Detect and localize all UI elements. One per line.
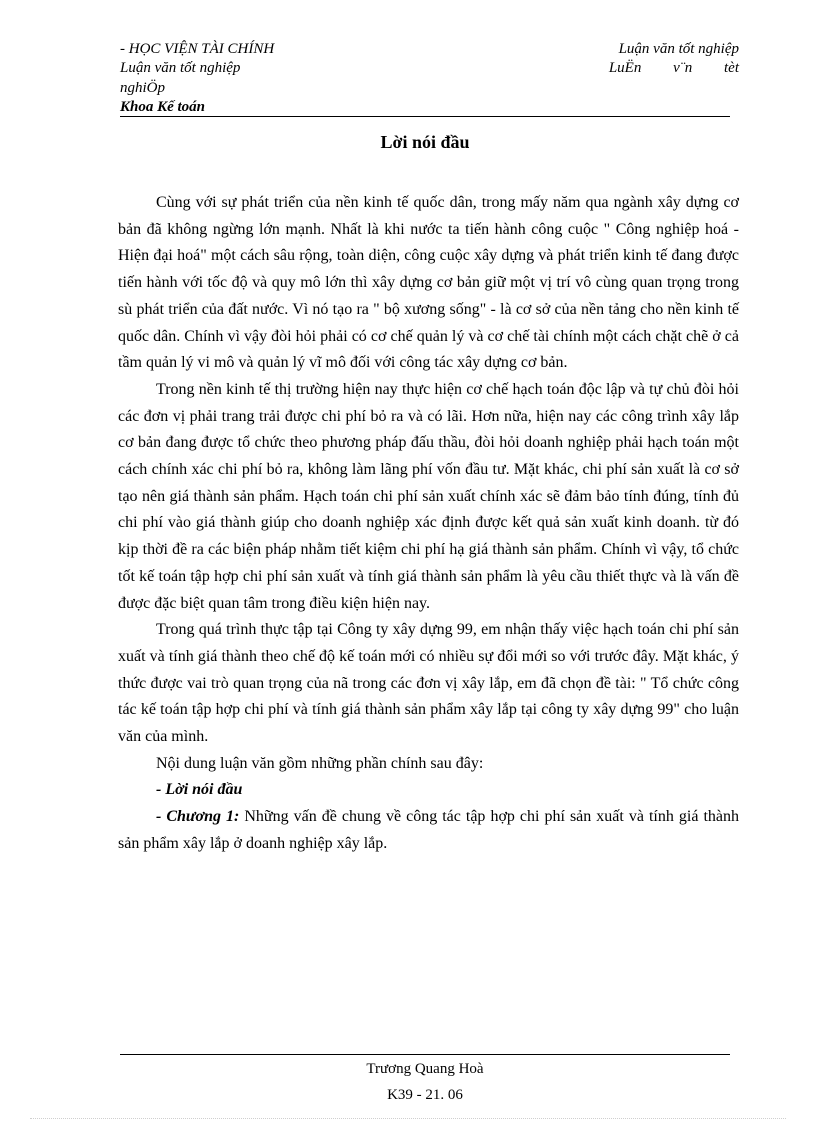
header-thesis-title: Luận văn tốt nghiệp — [618, 41, 739, 57]
chapter-1-text: Những vấn đề chung về công tác tập hợp chi phí sản xuất và tính giá thành sản phẩm xây lắp ở doanh nghiệp xây lắp. — [118, 808, 740, 852]
document-body — [118, 190, 739, 858]
footer-author: Trương Quang Hoà — [366, 1061, 484, 1077]
chapter-1-label: - Chương 1: — [156, 808, 240, 826]
page-title: Lời nói đầu — [380, 132, 470, 152]
header-thesis-title-left: Luận văn tốt nghiệp — [120, 60, 241, 76]
page-edge-dotted-line — [30, 1118, 786, 1119]
header-rule — [120, 116, 730, 117]
paragraph-2: Trong nền kinh tế thị trường hiện nay thực hiện cơ chế hạch toán độc lập và tự chủ đòi hỏi các đơn vị phải trang trải được chi phí bỏ ra và có lãi. Hơn nữa, hiện nay các công trình xây lắp cơ bản đang được tổ chức theo phương pháp đấu thầu, đòi hỏi doanh nghiệp phải hạch toán một cách chính xác chi phí bỏ ra, không làm lãng phí vốn đầu tư. Mặt khác, chi phí sản xuất là cơ sở tạo nên giá thành sản phẩm. Hạch toán chi phí sản xuất chính xác sẽ đảm bảo tính đúng, tính đủ chi phí vào giá thành giúp cho doanh nghiệp xác định được kết quả sản xuất kinh doanh. từ đó kịp thời đề ra các biện pháp nhằm tiết kiệm chi phí hạ giá thành sản phẩm. Chính vì vậy, tổ chức tốt kế toán tập hợp chi phí sản xuất và tính giá thành sản phẩm là yêu cầu thiết thực và là vấn đề được đặc biệt quan tâm trong điều kiện hiện nay. — [118, 380, 739, 612]
header-school: - HỌC VIỆN TÀI CHÍNH — [120, 41, 275, 57]
paragraph-3: Trong quá trình thực tập tại Công ty xây dựng 99, em nhận thấy việc hạch toán chi phí sản xuất và tính giá thành theo chế độ kế toán mới có nhiều sự đổi mới so với trước đây. Mặt khác, ý thức được vai trò quan trọng của nã trong các đơn vị xây lắp, em đã chọn đề tài: " Tổ chức công tác kế toán tập hợp chi phí và tính giá thành sản phẩm xây lắp tại công ty xây dựng 99" cho luận văn của mình. — [118, 621, 739, 746]
outline-item-chapter-1 — [118, 804, 739, 857]
header-garbled-word: nghiÖp — [120, 80, 165, 96]
header-department: Khoa Kế toán — [120, 99, 206, 115]
header-garbled-title: LuËn v¨n tèt — [608, 60, 739, 76]
footer-class: K39 - 21. 06 — [387, 1087, 463, 1103]
paragraph-1: Cùng với sự phát triển của nền kinh tế quốc dân, trong mấy năm qua ngành xây dựng cơ bản đã không ngừng lớn mạnh. Nhất là khi nước ta tiến hành công cuộc " Công nghiệp hoá - Hiện đại hoá" một cách sâu rộng, toàn diện, công cuộc xây dựng và phát triển kinh tế đang được tiến hành với tốc độ và quy mô lớn thì xây dựng cơ bản giữ một vị trí vô cùng quan trọng trong sù phát triển của đất nước. Vì nó tạo ra " bộ xương sống" - là cơ sở của nền tảng cho nền kinh tế quốc dân. Chính vì vậy đòi hỏi phải có cơ chế quản lý và cơ chế tài chính một cách chặt chẽ ở cả tầm quản lý vi mô và quản lý vĩ mô đối với công tác xây dựng cơ bản. — [118, 194, 739, 372]
outline-item-intro — [118, 777, 739, 804]
paragraph-4: Nội dung luận văn gồm những phần chính sau đây: — [156, 754, 484, 772]
outline-intro-label: - Lời nói đầu — [156, 781, 243, 799]
footer-rule — [120, 1054, 730, 1055]
